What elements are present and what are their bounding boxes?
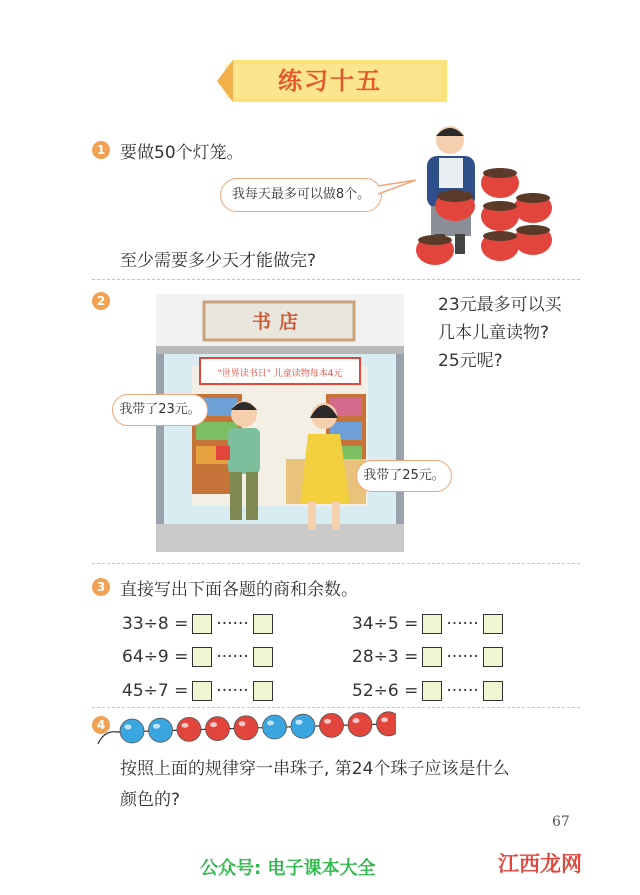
remainder-box[interactable]	[253, 614, 273, 634]
divider-1	[92, 279, 580, 280]
footer-text: 公众号: 电子课本大全	[200, 858, 376, 879]
divider-2	[92, 563, 580, 564]
equation: 52÷6 =	[352, 681, 419, 701]
lantern-icon	[435, 190, 475, 221]
page-title: 练习十五	[278, 67, 382, 95]
blue-bead-icon	[149, 718, 173, 742]
equation-row	[352, 608, 503, 640]
bead-highlight	[324, 719, 331, 724]
ellipsis: ······	[216, 681, 249, 701]
ellipsis: ······	[216, 614, 249, 634]
problem-3-text: 直接写出下面各题的商和余数。	[120, 580, 358, 600]
ellipsis: ······	[446, 681, 479, 701]
bead-highlight	[381, 717, 388, 722]
bead-highlight	[296, 720, 303, 725]
store-banner: "世界读书日" 儿童读物每本4元	[217, 369, 343, 379]
bead-highlight	[182, 723, 189, 728]
bead-highlight	[210, 722, 217, 727]
remainder-box[interactable]	[253, 647, 273, 667]
remainder-box[interactable]	[483, 614, 503, 634]
red-bead-icon	[234, 716, 258, 740]
equations-left	[122, 608, 273, 708]
equation-row	[122, 674, 273, 708]
quotient-box[interactable]	[192, 681, 212, 701]
quotient-box[interactable]	[422, 681, 442, 701]
remainder-box[interactable]	[483, 681, 503, 701]
quotient-box[interactable]	[422, 647, 442, 667]
problem-4-number: 4	[92, 716, 110, 734]
ellipsis: ······	[216, 647, 249, 667]
bead-highlight	[125, 725, 132, 730]
quotient-box[interactable]	[192, 614, 212, 634]
bead-string	[96, 708, 396, 754]
blue-bead-icon	[120, 719, 144, 743]
remainder-box[interactable]	[253, 681, 273, 701]
problem-3-number: 3	[92, 578, 110, 596]
red-bead-icon	[320, 713, 344, 737]
equation-row	[352, 674, 503, 708]
red-bead-icon	[206, 717, 230, 741]
equation-row	[122, 640, 273, 674]
bead-highlight	[267, 721, 274, 726]
problem-1-question: 至少需要多少天才能做完?	[120, 251, 317, 271]
problem-4-question-line-1: 按照上面的规律穿一串珠子, 第24个珠子应该是什么	[120, 759, 510, 779]
quotient-box[interactable]	[192, 647, 212, 667]
worker-speech-bubble: 我每天最多可以做8个。	[220, 178, 382, 212]
ellipsis: ······	[446, 647, 479, 667]
red-bead-icon	[348, 713, 372, 737]
equations-right	[352, 608, 503, 708]
equation-row	[352, 640, 503, 674]
equation-row	[122, 608, 273, 640]
bead-highlight	[153, 724, 160, 729]
worker-illustration	[405, 118, 560, 268]
problem-2-question-line-1: 23元最多可以买	[438, 295, 562, 315]
problem-2-question-line-2: 几本儿童读物?	[438, 323, 550, 343]
bead-highlight	[353, 718, 360, 723]
blue-bead-icon	[263, 715, 287, 739]
ellipsis: ······	[446, 614, 479, 634]
problem-1-number: 1	[92, 141, 110, 159]
problem-2-number: 2	[92, 292, 110, 310]
equation: 33÷8 =	[122, 614, 189, 634]
equation: 45÷7 =	[122, 681, 189, 701]
problem-2-question-line-3: 25元呢?	[438, 351, 503, 371]
remainder-box[interactable]	[483, 647, 503, 667]
red-bead-icon	[377, 712, 397, 736]
problem-1-text: 要做50个灯笼。	[120, 143, 244, 163]
quotient-box[interactable]	[422, 614, 442, 634]
problem-4-question-line-2: 颜色的?	[120, 790, 181, 810]
blue-bead-icon	[291, 714, 315, 738]
boy-speech-bubble: 我带了23元。	[112, 394, 208, 426]
equation: 34÷5 =	[352, 614, 419, 634]
store-sign: 书店	[251, 311, 306, 333]
page-number: 67	[552, 814, 570, 830]
equation: 64÷9 =	[122, 647, 189, 667]
bead-highlight	[239, 721, 246, 726]
equation: 28÷3 =	[352, 647, 419, 667]
watermark-logo: 江西龙网	[498, 852, 582, 876]
red-bead-icon	[177, 717, 201, 741]
girl-speech-bubble: 我带了25元。	[356, 460, 452, 492]
